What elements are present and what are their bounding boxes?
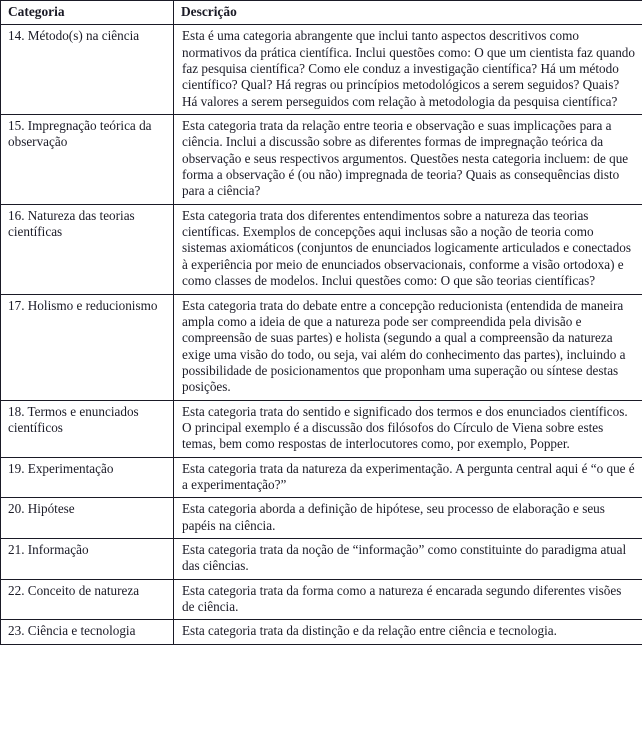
- cell-categoria: 21. Informação: [1, 538, 174, 579]
- cell-descricao: Esta categoria trata do debate entre a concepção reducionista (entendida de maneira ampla como a ideia de que a natureza pode ser compreendida pela divisão e compreensão de suas partes) e holista (segundo a qual a compreensão da natureza exige uma visão do todo, ou seja, vai além do conhecimento das partes), incluindo a possibilidade de posicionamentos que proponham uma superação ou síntese destas posições.: [174, 294, 642, 400]
- table-row: [1, 538, 642, 579]
- cell-categoria: 19. Experimentação: [1, 457, 174, 498]
- cell-descricao: Esta categoria trata da noção de “informação” como constituinte do paradigma atual das ciências.: [174, 538, 642, 579]
- cell-categoria: 15. Impregnação teórica da observação: [1, 115, 174, 205]
- column-header-descricao: Descrição: [174, 1, 642, 25]
- table-row: [1, 498, 642, 539]
- table-row: [1, 204, 642, 294]
- cell-descricao: Esta categoria trata dos diferentes entendimentos sobre a natureza das teorias científicas. Exemplos de concepções aqui inclusas são a noção de teoria como sistemas axiomáticos (conjuntos de enunciados logicamente articulados e conectados à experiência por meio de enunciados observacionais, conforme a visão ortodoxa) e como classes de modelos. Inclui questões como: O que são teorias científicas?: [174, 204, 642, 294]
- table-header: [1, 1, 642, 25]
- table-row: [1, 400, 642, 457]
- cell-descricao: Esta categoria trata da distinção e da relação entre ciência e tecnologia.: [174, 620, 642, 644]
- cell-categoria: 22. Conceito de natureza: [1, 579, 174, 620]
- cell-categoria: 14. Método(s) na ciência: [1, 25, 174, 115]
- table-row: [1, 25, 642, 115]
- table-row: [1, 457, 642, 498]
- cell-descricao: Esta categoria aborda a definição de hipótese, seu processo de elaboração e seus papéis na ciência.: [174, 498, 642, 539]
- table-row: [1, 115, 642, 205]
- cell-categoria: 18. Termos e enunciados científicos: [1, 400, 174, 457]
- cell-categoria: 20. Hipótese: [1, 498, 174, 539]
- cell-descricao: Esta categoria trata da natureza da experimentação. A pergunta central aqui é “o que é a experimentação?”: [174, 457, 642, 498]
- table-row: [1, 579, 642, 620]
- cell-descricao: Esta categoria trata da forma como a natureza é encarada segundo diferentes visões de ciência.: [174, 579, 642, 620]
- table-row: [1, 620, 642, 644]
- table-header-row: [1, 1, 642, 25]
- table-row: [1, 294, 642, 400]
- cell-categoria: 16. Natureza das teorias científicas: [1, 204, 174, 294]
- column-header-categoria: Categoria: [1, 1, 174, 25]
- cell-categoria: 23. Ciência e tecnologia: [1, 620, 174, 644]
- cell-categoria: 17. Holismo e reducionismo: [1, 294, 174, 400]
- cell-descricao: Esta categoria trata do sentido e significado dos termos e dos enunciados científicos. O principal exemplo é a discussão dos filósofos do Círculo de Viena sobre estes temas, bem como respostas de interlocutores como, por exemplo, Popper.: [174, 400, 642, 457]
- cell-descricao: Esta categoria trata da relação entre teoria e observação e suas implicações para a ciência. Inclui a discussão sobre as diferentes formas de impregnação teórica da observação e seus respectivos argumentos. Questões nesta categoria incluem: de que forma a observação é (ou não) impregnada de teoria? Quais as consequências disto para a ciência?: [174, 115, 642, 205]
- cell-descricao: Esta é uma categoria abrangente que inclui tanto aspectos descritivos como normativos da prática científica. Inclui questões como: O que um cientista faz quando faz pesquisa científica? Como ele conduz a investigação científica? Há um método científico? Qual? Há regras ou princípios metodológicos a serem seguidos? Quais? Há valores a serem perseguidos com relação à metodologia da pesquisa científica?: [174, 25, 642, 115]
- table-body: [1, 25, 642, 644]
